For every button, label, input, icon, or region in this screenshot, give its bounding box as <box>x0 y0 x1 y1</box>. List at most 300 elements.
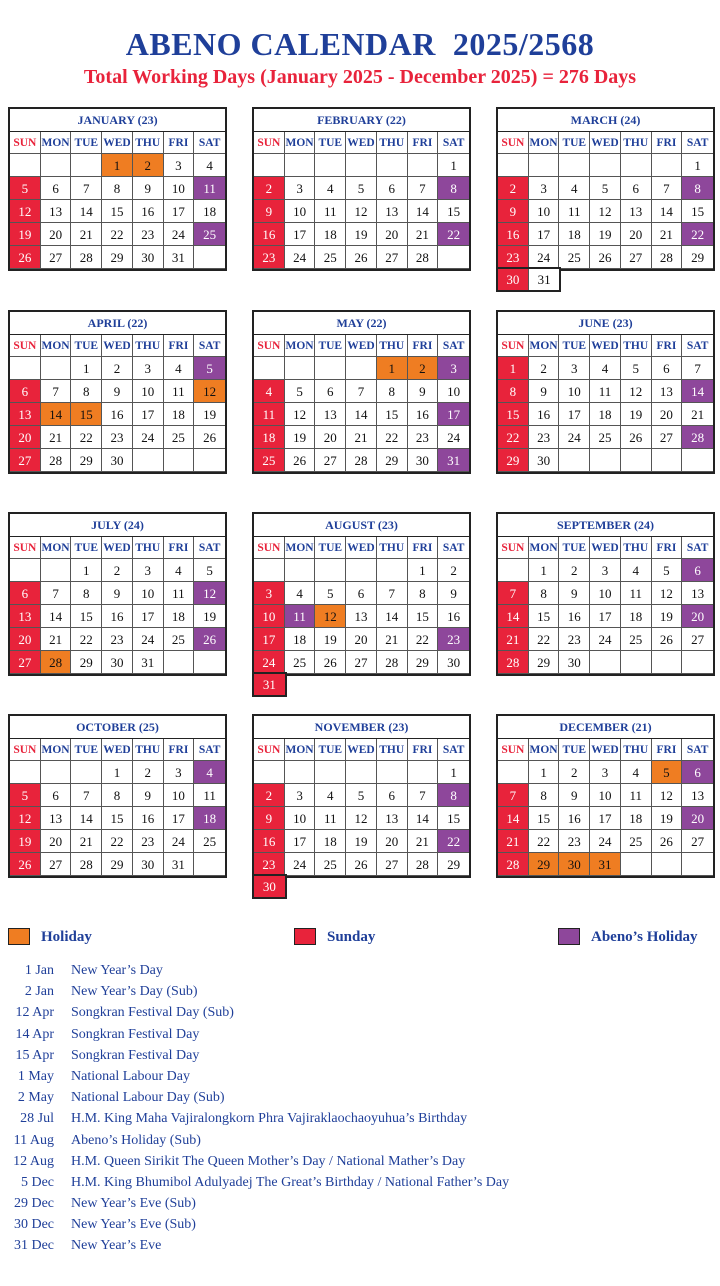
day-cell: 28 <box>346 449 377 472</box>
day-header: MON <box>529 537 560 559</box>
day-cell: 15 <box>438 807 469 830</box>
day-cell: 18 <box>621 605 652 628</box>
day-header: MON <box>285 537 316 559</box>
holiday-row <box>0 1090 720 1111</box>
day-header: THU <box>621 335 652 357</box>
day-cell: 5 <box>346 784 377 807</box>
day-cell: 21 <box>652 223 683 246</box>
day-cell: 28 <box>652 246 683 269</box>
day-cell: 2 <box>438 559 469 582</box>
day-cell: 11 <box>621 784 652 807</box>
holiday-date: 1 Jan <box>24 963 54 978</box>
empty-cell <box>41 154 72 177</box>
overflow-row <box>252 672 287 697</box>
day-cell: 4 <box>315 177 346 200</box>
day-header: SAT <box>682 537 713 559</box>
day-cell: 14 <box>408 200 439 223</box>
day-cell: 25 <box>285 651 316 674</box>
day-header: MON <box>41 132 72 154</box>
day-cell: 20 <box>346 628 377 651</box>
day-cell: 30 <box>438 651 469 674</box>
holiday-date: 11 Aug <box>13 1132 54 1148</box>
holiday-name: H.M. King Bhumibol Adulyadej The Great’s Birthday / National Father’s Day <box>71 1174 510 1190</box>
holiday-row <box>0 984 720 1005</box>
day-cell: 30 <box>498 269 529 290</box>
holiday-date: 30 Dec <box>13 1217 54 1233</box>
day-cell: 15 <box>71 403 102 426</box>
day-cell: 27 <box>10 449 41 472</box>
month-april <box>8 310 227 474</box>
day-cell: 7 <box>41 380 72 403</box>
day-header: SUN <box>254 132 285 154</box>
day-cell: 15 <box>438 200 469 223</box>
day-cell: 26 <box>10 246 41 269</box>
day-cell: 16 <box>133 200 164 223</box>
day-cell: 12 <box>315 605 346 628</box>
day-header: FRI <box>408 335 439 357</box>
day-cell: 13 <box>10 403 41 426</box>
day-cell: 30 <box>133 246 164 269</box>
day-cell: 21 <box>71 223 102 246</box>
day-header: SUN <box>10 335 41 357</box>
day-cell: 23 <box>133 830 164 853</box>
day-cell: 23 <box>559 830 590 853</box>
day-cell: 20 <box>652 403 683 426</box>
day-cell: 31 <box>438 449 469 472</box>
day-cell: 11 <box>590 380 621 403</box>
day-header: WED <box>346 132 377 154</box>
empty-cell <box>194 246 225 269</box>
day-cell: 1 <box>102 761 133 784</box>
day-cell: 8 <box>529 582 560 605</box>
day-cell: 11 <box>194 784 225 807</box>
day-cell: 25 <box>315 246 346 269</box>
day-cell: 5 <box>621 357 652 380</box>
sunday-swatch <box>294 928 316 945</box>
empty-cell <box>285 761 316 784</box>
day-cell: 2 <box>559 559 590 582</box>
holiday-name: H.M. King Maha Vajiralongkorn Phra Vajiraklaochaoyuhua’s Birthday <box>71 1111 468 1127</box>
day-cell: 23 <box>408 426 439 449</box>
day-cell: 12 <box>652 784 683 807</box>
day-cell: 24 <box>285 246 316 269</box>
day-cell: 19 <box>652 807 683 830</box>
empty-cell <box>10 559 41 582</box>
day-cell: 8 <box>438 177 469 200</box>
day-header: FRI <box>408 537 439 559</box>
day-cell: 5 <box>194 357 225 380</box>
day-cell: 30 <box>133 853 164 876</box>
day-cell: 5 <box>652 761 683 784</box>
day-cell: 31 <box>133 651 164 674</box>
empty-cell <box>682 651 713 674</box>
day-cell: 18 <box>621 807 652 830</box>
day-cell: 14 <box>41 403 72 426</box>
day-cell: 26 <box>315 651 346 674</box>
day-cell: 24 <box>285 853 316 876</box>
day-cell: 13 <box>377 200 408 223</box>
day-cell: 10 <box>438 380 469 403</box>
day-cell: 10 <box>133 380 164 403</box>
day-cell: 22 <box>438 223 469 246</box>
day-header: WED <box>346 739 377 761</box>
day-cell: 24 <box>164 830 195 853</box>
day-cell: 18 <box>315 830 346 853</box>
day-header: THU <box>621 132 652 154</box>
day-cell: 13 <box>621 200 652 223</box>
day-cell: 18 <box>164 605 195 628</box>
day-cell: 8 <box>408 582 439 605</box>
holiday-date: 14 Apr <box>15 1026 54 1042</box>
day-header: WED <box>590 132 621 154</box>
day-cell: 27 <box>41 853 72 876</box>
day-cell: 10 <box>164 177 195 200</box>
day-header: FRI <box>652 739 683 761</box>
day-cell: 2 <box>133 761 164 784</box>
day-cell: 21 <box>346 426 377 449</box>
day-cell: 10 <box>590 582 621 605</box>
day-cell: 26 <box>590 246 621 269</box>
day-cell: 14 <box>682 380 713 403</box>
day-cell: 29 <box>102 246 133 269</box>
day-header: SUN <box>10 132 41 154</box>
day-cell: 24 <box>529 246 560 269</box>
day-header: MON <box>41 739 72 761</box>
day-cell: 10 <box>590 784 621 807</box>
day-cell: 26 <box>346 246 377 269</box>
day-header: FRI <box>652 335 683 357</box>
day-cell: 22 <box>102 223 133 246</box>
day-cell: 17 <box>254 628 285 651</box>
day-header: TUE <box>559 739 590 761</box>
day-header: MON <box>41 537 72 559</box>
day-cell: 12 <box>346 200 377 223</box>
day-header: SAT <box>438 739 469 761</box>
empty-cell <box>10 761 41 784</box>
day-cell: 16 <box>254 223 285 246</box>
empty-cell <box>285 357 316 380</box>
day-cell: 13 <box>41 200 72 223</box>
day-cell: 29 <box>377 449 408 472</box>
empty-cell <box>408 154 439 177</box>
empty-cell <box>498 154 529 177</box>
empty-cell <box>315 761 346 784</box>
day-header: WED <box>590 537 621 559</box>
day-cell: 19 <box>10 223 41 246</box>
day-header: SUN <box>254 335 285 357</box>
day-cell: 28 <box>682 426 713 449</box>
holiday-row <box>0 1048 720 1069</box>
day-cell: 3 <box>164 154 195 177</box>
day-header: SAT <box>438 537 469 559</box>
holiday-row <box>0 1005 720 1026</box>
day-cell: 28 <box>71 853 102 876</box>
empty-cell <box>621 651 652 674</box>
day-cell: 17 <box>559 403 590 426</box>
holiday-date: 12 Aug <box>13 1153 54 1169</box>
empty-cell <box>682 853 713 876</box>
day-cell: 20 <box>10 628 41 651</box>
day-cell: 16 <box>102 403 133 426</box>
month-june <box>496 310 715 474</box>
holiday-row <box>0 1111 720 1132</box>
empty-cell <box>194 853 225 876</box>
month-title: JUNE (23) <box>498 312 713 335</box>
day-header: TUE <box>71 335 102 357</box>
day-cell: 27 <box>41 246 72 269</box>
day-cell: 18 <box>590 403 621 426</box>
day-cell: 9 <box>529 380 560 403</box>
day-cell: 12 <box>10 807 41 830</box>
day-cell: 26 <box>346 853 377 876</box>
day-cell: 25 <box>559 246 590 269</box>
day-header: TUE <box>71 537 102 559</box>
day-cell: 29 <box>682 246 713 269</box>
day-cell: 4 <box>315 784 346 807</box>
day-cell: 14 <box>652 200 683 223</box>
day-cell: 17 <box>590 807 621 830</box>
day-cell: 30 <box>102 651 133 674</box>
holiday-row <box>0 1196 720 1217</box>
empty-cell <box>559 154 590 177</box>
day-cell: 3 <box>254 582 285 605</box>
day-cell: 21 <box>408 830 439 853</box>
day-cell: 6 <box>10 582 41 605</box>
empty-cell <box>498 761 529 784</box>
overflow-row <box>496 267 561 292</box>
day-cell: 4 <box>621 761 652 784</box>
day-cell: 23 <box>254 246 285 269</box>
day-header: SUN <box>254 739 285 761</box>
day-cell: 4 <box>254 380 285 403</box>
day-cell: 1 <box>102 154 133 177</box>
day-header: SAT <box>438 335 469 357</box>
day-cell: 7 <box>41 582 72 605</box>
day-cell: 15 <box>529 807 560 830</box>
day-cell: 24 <box>590 830 621 853</box>
day-cell: 29 <box>71 449 102 472</box>
day-header: FRI <box>652 537 683 559</box>
day-cell: 17 <box>133 403 164 426</box>
day-cell: 19 <box>346 830 377 853</box>
day-cell: 10 <box>559 380 590 403</box>
day-cell: 19 <box>285 426 316 449</box>
day-cell: 22 <box>529 628 560 651</box>
day-cell: 3 <box>285 784 316 807</box>
day-cell: 11 <box>315 807 346 830</box>
day-cell: 7 <box>346 380 377 403</box>
day-header: THU <box>377 739 408 761</box>
working-days-subtitle: Total Working Days (January 2025 - December 2025) = 276 Days <box>83 66 637 88</box>
day-cell: 9 <box>559 784 590 807</box>
day-cell: 21 <box>408 223 439 246</box>
day-cell: 10 <box>254 605 285 628</box>
day-cell: 13 <box>10 605 41 628</box>
holiday-list <box>0 963 720 1260</box>
empty-cell <box>590 154 621 177</box>
day-header: THU <box>133 335 164 357</box>
empty-cell <box>346 761 377 784</box>
day-header: THU <box>377 335 408 357</box>
day-header: FRI <box>164 537 195 559</box>
day-cell: 27 <box>10 651 41 674</box>
day-cell: 15 <box>71 605 102 628</box>
empty-cell <box>285 154 316 177</box>
day-cell: 9 <box>133 177 164 200</box>
day-cell: 16 <box>438 605 469 628</box>
day-header: THU <box>377 132 408 154</box>
month-december <box>496 714 715 878</box>
holiday-date: 31 Dec <box>13 1238 54 1254</box>
holiday-name: New Year’s Eve (Sub) <box>71 1217 196 1233</box>
month-september <box>496 512 715 676</box>
month-july <box>8 512 227 676</box>
month-title: SEPTEMBER (24) <box>498 514 713 537</box>
day-header: WED <box>102 132 133 154</box>
day-cell: 18 <box>194 807 225 830</box>
legend-abeno-label: Abeno’s Holiday <box>591 929 698 945</box>
day-cell: 19 <box>194 403 225 426</box>
day-header: WED <box>102 335 133 357</box>
day-cell: 6 <box>377 784 408 807</box>
day-cell: 1 <box>682 154 713 177</box>
empty-cell <box>41 357 72 380</box>
day-cell: 25 <box>315 853 346 876</box>
empty-cell <box>621 853 652 876</box>
empty-cell <box>346 559 377 582</box>
day-cell: 14 <box>346 403 377 426</box>
page-title: ABENO CALENDAR 2025/2568 <box>125 26 595 62</box>
day-cell: 10 <box>164 784 195 807</box>
day-header: WED <box>346 537 377 559</box>
day-header: WED <box>590 335 621 357</box>
day-cell: 19 <box>10 830 41 853</box>
empty-cell <box>559 449 590 472</box>
day-header: SUN <box>498 335 529 357</box>
day-cell: 24 <box>559 426 590 449</box>
overflow-row <box>252 874 287 899</box>
empty-cell <box>315 154 346 177</box>
empty-cell <box>71 154 102 177</box>
day-header: THU <box>621 739 652 761</box>
empty-cell <box>621 154 652 177</box>
day-header: TUE <box>71 739 102 761</box>
day-cell: 3 <box>438 357 469 380</box>
day-cell: 5 <box>590 177 621 200</box>
day-header: TUE <box>315 132 346 154</box>
day-cell: 5 <box>346 177 377 200</box>
day-cell: 8 <box>529 784 560 807</box>
empty-cell <box>254 761 285 784</box>
day-cell: 27 <box>315 449 346 472</box>
holiday-name: Abeno’s Holiday (Sub) <box>71 1132 201 1148</box>
day-cell: 23 <box>529 426 560 449</box>
day-header: SAT <box>682 132 713 154</box>
day-cell: 14 <box>498 807 529 830</box>
holiday-name: New Year’s Eve <box>71 1238 162 1254</box>
day-cell: 6 <box>652 357 683 380</box>
day-header: TUE <box>559 335 590 357</box>
day-cell: 12 <box>10 200 41 223</box>
legend-holiday-label: Holiday <box>41 929 92 945</box>
day-cell: 8 <box>71 380 102 403</box>
day-cell: 29 <box>529 651 560 674</box>
day-cell: 18 <box>194 200 225 223</box>
day-cell: 9 <box>408 380 439 403</box>
day-cell: 26 <box>621 426 652 449</box>
empty-cell <box>346 154 377 177</box>
day-cell: 24 <box>590 628 621 651</box>
day-cell: 27 <box>652 426 683 449</box>
day-cell: 3 <box>133 559 164 582</box>
day-cell: 26 <box>10 853 41 876</box>
day-cell: 7 <box>71 177 102 200</box>
month-title: MARCH (24) <box>498 109 713 132</box>
empty-cell <box>164 651 195 674</box>
empty-cell <box>590 449 621 472</box>
day-cell: 13 <box>377 807 408 830</box>
day-cell: 24 <box>133 426 164 449</box>
day-cell: 2 <box>133 154 164 177</box>
holiday-swatch <box>8 928 30 945</box>
month-title: MAY (22) <box>254 312 469 335</box>
day-cell: 20 <box>41 830 72 853</box>
day-cell: 5 <box>10 784 41 807</box>
day-cell: 22 <box>408 628 439 651</box>
day-header: TUE <box>315 537 346 559</box>
day-cell: 31 <box>254 674 285 695</box>
day-cell: 26 <box>285 449 316 472</box>
empty-cell <box>652 154 683 177</box>
holiday-row <box>0 1238 720 1259</box>
holiday-name: H.M. Queen Sirikit The Queen Mother’s Day / National Mather’s Day <box>71 1153 466 1169</box>
holiday-row <box>0 1069 720 1090</box>
day-cell: 12 <box>652 582 683 605</box>
abeno-holiday-swatch <box>558 928 580 945</box>
day-cell: 23 <box>254 853 285 876</box>
day-cell: 1 <box>438 761 469 784</box>
day-cell: 23 <box>102 426 133 449</box>
holiday-date: 28 Jul <box>20 1111 54 1127</box>
holiday-row <box>0 1154 720 1175</box>
day-cell: 3 <box>133 357 164 380</box>
day-cell: 15 <box>529 605 560 628</box>
day-cell: 20 <box>377 830 408 853</box>
day-cell: 16 <box>408 403 439 426</box>
day-cell: 17 <box>529 223 560 246</box>
day-cell: 7 <box>682 357 713 380</box>
day-header: WED <box>346 335 377 357</box>
day-header: THU <box>133 537 164 559</box>
empty-cell <box>377 761 408 784</box>
day-cell: 20 <box>682 807 713 830</box>
month-january <box>8 107 227 271</box>
day-header: SUN <box>10 739 41 761</box>
day-cell: 22 <box>102 830 133 853</box>
holiday-date: 2 Jan <box>24 984 54 1000</box>
day-cell: 5 <box>10 177 41 200</box>
day-cell: 1 <box>529 761 560 784</box>
month-title: FEBRUARY (22) <box>254 109 469 132</box>
day-cell: 29 <box>102 853 133 876</box>
day-cell: 28 <box>408 853 439 876</box>
day-cell: 13 <box>346 605 377 628</box>
holiday-date: 2 May <box>17 1090 54 1106</box>
day-cell: 19 <box>652 605 683 628</box>
day-header: TUE <box>315 335 346 357</box>
day-cell: 30 <box>529 449 560 472</box>
day-cell: 1 <box>71 357 102 380</box>
